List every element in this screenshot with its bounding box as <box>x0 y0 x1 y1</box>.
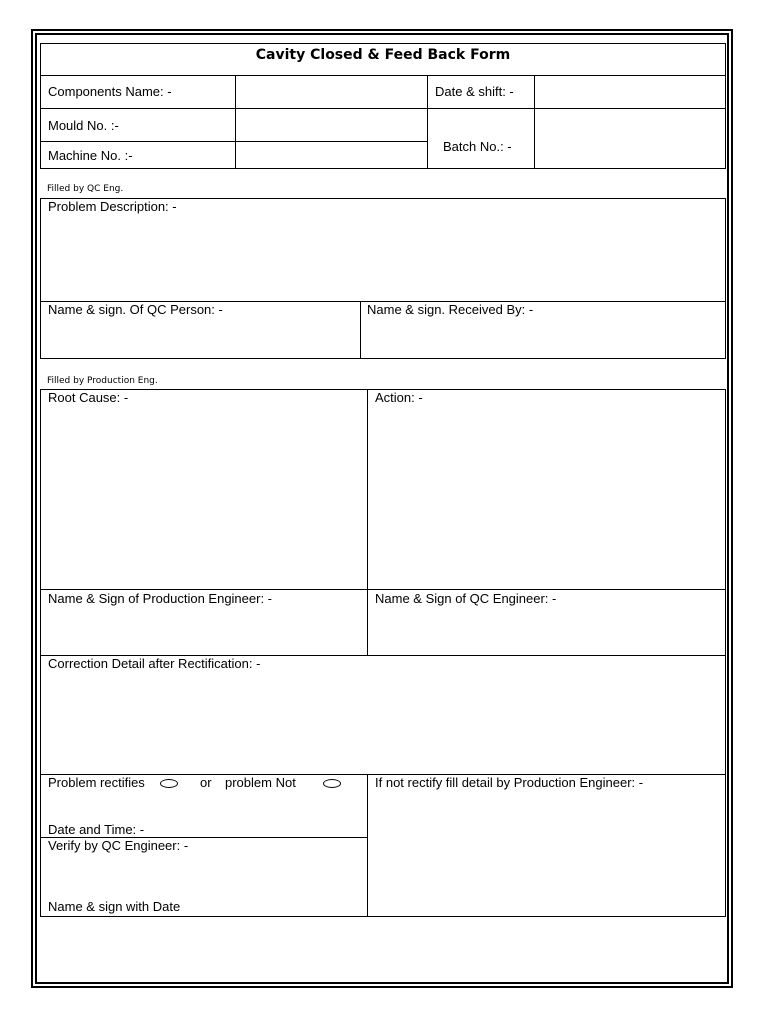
name-sign-date-label: Name & sign with Date <box>48 899 181 914</box>
correction-detail-label: Correction Detail after Rectification: - <box>48 656 261 671</box>
machine-no-label: Machine No. :- <box>48 148 133 163</box>
batch-no-label: Batch No.: - <box>443 139 512 154</box>
qc-section-caption: Filled by QC Eng. <box>47 184 124 194</box>
date-time-label: Date and Time: - <box>48 822 145 837</box>
production-engineer-sign-field[interactable] <box>41 607 366 654</box>
components-name-field[interactable] <box>236 76 426 107</box>
received-by-sign-field[interactable] <box>361 318 725 358</box>
form-title: Cavity Closed & Feed Back Form <box>255 47 511 63</box>
verify-by-qc-field[interactable] <box>41 854 366 898</box>
qc-engineer-sign-field[interactable] <box>368 607 725 654</box>
mould-no-field[interactable] <box>236 109 426 140</box>
problem-description-field[interactable] <box>41 215 725 300</box>
received-by-label: Name & sign. Received By: - <box>367 302 534 317</box>
batch-no-field[interactable] <box>535 109 725 168</box>
correction-detail-field[interactable] <box>41 672 725 773</box>
components-name-label: Components Name: - <box>48 84 172 99</box>
problem-description-label: Problem Description: - <box>48 199 177 214</box>
date-shift-label: Date & shift: - <box>435 84 514 99</box>
verify-by-qc-label: Verify by QC Engineer: - <box>48 838 189 853</box>
header-col-line <box>427 75 428 169</box>
production-section-caption: Filled by Production Eng. <box>47 376 158 386</box>
problem-rectifies-radio[interactable] <box>160 779 178 788</box>
production-row-line <box>40 589 726 590</box>
qc-engineer-sign-label: Name & Sign of QC Engineer: - <box>375 591 557 606</box>
action-label: Action: - <box>375 390 423 405</box>
if-not-rectify-label: If not rectify fill detail by Production Engineer: - <box>375 775 644 790</box>
root-cause-field[interactable] <box>41 406 366 588</box>
production-engineer-sign-label: Name & Sign of Production Engineer: - <box>48 591 273 606</box>
problem-not-rectified-radio[interactable] <box>323 779 341 788</box>
qc-person-sign-field[interactable] <box>41 318 359 358</box>
qc-person-label: Name & sign. Of QC Person: - <box>48 302 223 317</box>
root-cause-label: Root Cause: - <box>48 390 129 405</box>
date-shift-field[interactable] <box>535 76 725 107</box>
if-not-rectify-field[interactable] <box>368 791 725 916</box>
problem-not-label: problem Not <box>225 775 296 790</box>
problem-rectifies-label: Problem rectifies <box>48 775 145 790</box>
action-field[interactable] <box>368 406 725 588</box>
machine-no-field[interactable] <box>236 142 426 168</box>
mould-no-label: Mould No. :- <box>48 118 119 133</box>
or-label: or <box>200 775 212 790</box>
